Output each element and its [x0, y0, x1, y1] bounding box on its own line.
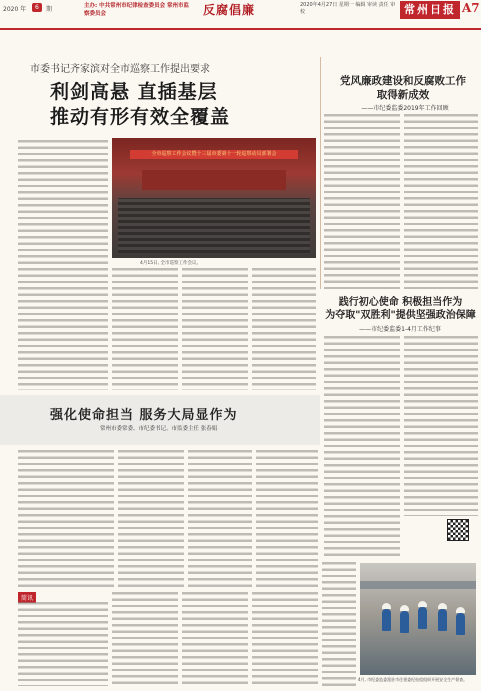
- sidebar2-body-col-2: [404, 336, 478, 516]
- masthead: [0, 0, 481, 30]
- photo-pipe: [360, 581, 476, 589]
- sidebar2-title: [320, 296, 481, 322]
- masthead-date: 2020 年: [3, 6, 27, 13]
- section2-body-col-3: [188, 450, 252, 588]
- headline-line-2: 推动有形有效全覆盖: [50, 106, 231, 128]
- photo-audience: [118, 198, 310, 253]
- sidebar1-title-line-2: 取得新成效: [376, 89, 430, 101]
- section2-body-col-1: [18, 450, 114, 588]
- newspaper-logo: 常州日报: [400, 1, 460, 19]
- photo-caption: 4月15日, 全市巡察工作会议。: [140, 261, 201, 266]
- worker-figure: [456, 613, 465, 635]
- worker-figure: [438, 609, 447, 631]
- section2-byline: 常州市委常委、市纪委书记、市监委主任 张春娟: [100, 426, 218, 432]
- sidebar1-body-col-2: [404, 114, 478, 290]
- masthead-issue: 期: [46, 6, 53, 13]
- article-body-col-2: [112, 268, 178, 390]
- page-badge: 6: [32, 3, 42, 12]
- article-body-col-3: [182, 268, 248, 390]
- photo-banner: 全市巡察工作会议暨十三届市委第十一轮巡察动员部署会: [130, 150, 298, 159]
- sidebar1-body-col-1: [324, 114, 400, 290]
- headline-line-1: 利剑高悬 直插基层: [50, 81, 218, 103]
- section-title: 反腐倡廉: [203, 3, 256, 17]
- sidebar2-title-line-1: 践行初心使命 积极担当作为: [338, 297, 463, 308]
- article-headline: [50, 80, 290, 130]
- sidebar2-title-line-2: 为夺取"双胜利"提供坚强政治保障: [325, 310, 476, 321]
- article-body-col-1: [18, 140, 108, 390]
- section2-body-col-2: [118, 450, 184, 588]
- section2-body-col-4: [256, 450, 318, 588]
- worker-figure: [400, 611, 409, 633]
- sidebar1-title-line-1: 党风廉政建设和反腐败工作: [340, 75, 466, 87]
- masthead-rule: [0, 28, 481, 30]
- masthead-info: 2020年4月27日 星期一 编辑 审读 责任 审校: [300, 2, 396, 15]
- article-body-col-4: [252, 268, 316, 390]
- sidebar1-title: [333, 74, 473, 102]
- worker-figure: [418, 607, 427, 629]
- sidebar2-body-col-1: [324, 336, 400, 556]
- qr-code: [447, 519, 469, 541]
- masthead-sponsor: 主办: 中共常州市纪律检查委员会 常州市监察委员会: [84, 3, 190, 17]
- meeting-photo: [112, 138, 316, 258]
- bottom-body-col-5: [322, 562, 356, 686]
- section2-title: 强化使命担当 服务大局显作为: [50, 408, 238, 423]
- bottom-body-col-2: [112, 592, 178, 686]
- sidebar1-subtitle: ——市纪委监委2019年工作回顾: [361, 105, 449, 112]
- brief-tag: 简讯: [18, 592, 36, 603]
- bottom-body-col-3: [182, 592, 248, 686]
- inspection-photo-caption: 4月, 市纪委监委派驻市住建委纪检组组织开展安全生产督查。: [358, 677, 468, 682]
- brief-body-col-1: [18, 602, 108, 686]
- inspection-photo: [360, 563, 476, 675]
- bottom-body-col-4: [252, 592, 318, 686]
- photo-stage: [142, 170, 286, 190]
- page-number: A7: [462, 1, 480, 15]
- sidebar2-subtitle: ——市纪委监委1-4月工作纪事: [359, 326, 441, 333]
- worker-figure: [382, 609, 391, 631]
- article-kicker: 市委书记齐家滨对全市巡察工作提出要求: [30, 64, 210, 75]
